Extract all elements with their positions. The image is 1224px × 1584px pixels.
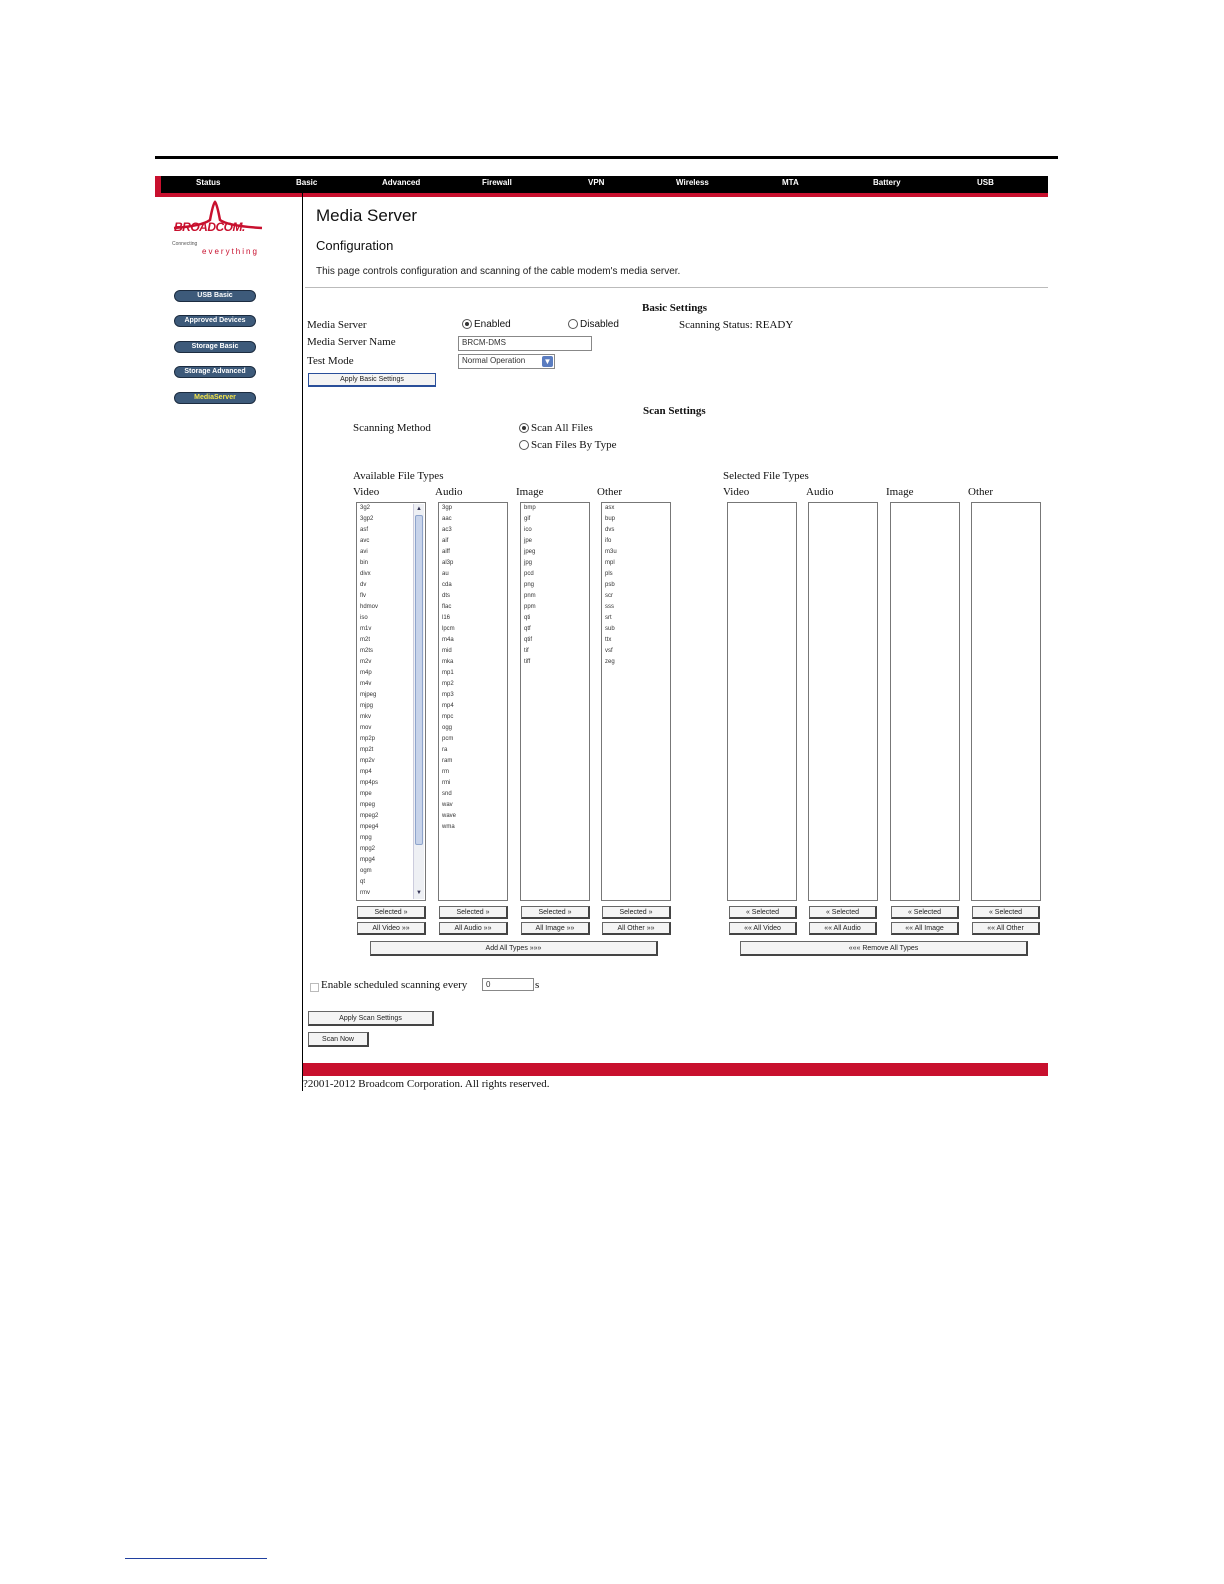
enabled-label: Enabled [474,319,511,330]
schedule-checkbox[interactable] [310,983,319,992]
image-items [521,503,589,668]
available-image-list[interactable] [520,502,590,901]
list-item[interactable]: iso [360,615,368,621]
list-item[interactable]: mjpg [360,703,374,709]
remove-all-image-button[interactable]: «« All Image [891,922,959,935]
basic-settings-heading: Basic Settings [642,302,708,314]
list-item[interactable]: mpc [442,714,454,720]
list-item[interactable]: 3gp2 [360,516,374,522]
add-all-types-button[interactable]: Add All Types »»» [370,941,658,956]
nav-firewall[interactable]: Firewall [482,178,512,187]
list-item[interactable]: png [524,582,535,588]
add-all-audio-button[interactable]: All Audio »» [439,922,508,935]
add-selected-video-button[interactable]: Selected » [357,906,426,919]
list-item[interactable]: ra [442,747,448,753]
nav-vpn[interactable]: VPN [588,178,605,187]
sel-video-label: Video [723,486,750,498]
list-item[interactable]: mpeg4 [360,824,379,830]
sidebar-item-approved-devices[interactable]: Approved Devices [174,315,256,327]
scanning-method-label: Scanning Method [353,422,431,434]
list-item[interactable]: mp2t [360,747,374,753]
disabled-option[interactable] [568,319,619,330]
scanning-status: Scanning Status: READY [679,319,794,331]
list-item[interactable]: srt [605,615,612,621]
list-item[interactable]: ogg [442,725,453,731]
list-item[interactable]: mid [442,648,452,654]
list-item[interactable]: wma [442,824,455,830]
nav-usb[interactable]: USB [977,178,994,187]
nav-advanced[interactable]: Advanced [382,178,421,187]
page-title: Media Server [316,206,418,225]
scan-by-type-radio[interactable] [519,440,529,450]
audio-items [439,503,507,833]
list-item[interactable]: mpeg2 [360,813,379,819]
scan-all-option[interactable] [519,422,593,434]
list-item[interactable]: mpl [605,560,615,566]
list-item[interactable]: m2t [360,637,371,643]
list-item[interactable]: ogm [360,868,372,874]
avail-audio-label: Audio [435,486,463,498]
disabled-label: Disabled [580,319,619,330]
list-item[interactable]: pcm [442,736,454,742]
add-all-image-button[interactable]: All Image »» [521,922,590,935]
nav-mta[interactable]: MTA [782,178,799,187]
scan-by-type-option[interactable] [519,439,617,451]
list-item[interactable]: mp3 [442,692,454,698]
list-item[interactable]: m4v [360,681,372,687]
selected-types-heading: Selected File Types [723,470,809,482]
list-item[interactable]: 3g2 [360,505,371,511]
list-item[interactable]: mp2p [360,736,376,742]
list-item[interactable]: mka [442,659,454,665]
sel-image-label: Image [886,486,914,498]
list-item[interactable]: bmp [524,505,536,511]
scan-all-radio[interactable] [519,423,529,433]
list-item[interactable]: ram [442,758,453,764]
media-server-label: Media Server [307,319,367,331]
list-item[interactable]: mp2 [442,681,454,687]
list-item[interactable]: mpg [360,835,372,841]
apply-basic-button[interactable]: Apply Basic Settings [308,373,436,387]
list-item[interactable]: jpeg [524,549,536,555]
list-item[interactable]: 3gp [442,505,453,511]
schedule-unit: s [535,979,540,991]
scan-by-type-label: Scan Files By Type [531,439,617,451]
available-video-list[interactable] [356,502,426,901]
avail-other-label: Other [597,486,623,498]
footer-bar [303,1063,1048,1076]
list-item[interactable]: au [442,571,449,577]
list-item[interactable]: mp2v [360,758,375,764]
list-item[interactable]: flac [442,604,452,610]
list-item[interactable]: bup [605,516,616,522]
remove-all-video-button[interactable]: «« All Video [729,922,797,935]
remove-selected-other-button[interactable]: « Selected [972,906,1040,919]
list-item[interactable]: ifo [605,538,612,544]
header-divider [305,287,1048,288]
selected-video-list[interactable] [727,502,797,901]
scan-now-button[interactable]: Scan Now [308,1032,369,1047]
list-item[interactable]: tif [524,648,529,654]
selected-image-list[interactable] [890,502,960,901]
nav-status[interactable]: Status [196,178,221,187]
list-item[interactable]: pnm [524,593,536,599]
list-item[interactable]: pcd [524,571,534,577]
list-item[interactable]: mp4ps [360,780,379,786]
nav-battery[interactable]: Battery [873,178,901,187]
other-items [602,503,670,668]
list-item[interactable]: mp1 [442,670,454,676]
list-item[interactable]: ttx [605,637,612,643]
list-item[interactable]: bin [360,560,369,566]
list-item[interactable]: jpg [524,560,533,566]
add-all-video-button[interactable]: All Video »» [357,922,426,935]
list-item[interactable]: mjpeg [360,692,377,698]
list-item[interactable]: rmv [360,890,370,896]
add-selected-audio-button[interactable]: Selected » [439,906,508,919]
list-item[interactable]: aiff [442,549,450,555]
apply-scan-button[interactable]: Apply Scan Settings [308,1011,434,1026]
video-scroll-thumb[interactable] [415,515,423,845]
list-item[interactable]: psb [605,582,615,588]
list-item[interactable]: mp4 [442,703,454,709]
list-item[interactable]: dts [442,593,451,599]
broadcom-logo [172,200,267,262]
list-item[interactable]: wav [442,802,453,808]
sidebar-item-storage-basic[interactable]: Storage Basic [174,341,256,353]
list-item[interactable]: mpg4 [360,857,376,863]
enabled-radio[interactable] [462,319,472,329]
scan-all-label: Scan All Files [531,422,593,434]
schedule-checkbox-wrap[interactable] [310,979,319,997]
sidebar-item-usb-basic[interactable]: USB Basic [174,290,256,302]
list-item[interactable]: qti [524,615,531,621]
list-item[interactable]: flv [360,593,366,599]
add-selected-other-button[interactable]: Selected » [602,906,671,919]
selected-other-list[interactable] [971,502,1041,901]
list-item[interactable]: qt [360,879,366,885]
list-item[interactable]: vsf [605,648,613,654]
schedule-interval-input[interactable]: 0 [482,978,534,991]
list-item[interactable]: mkv [360,714,371,720]
add-all-other-button[interactable]: All Other »» [602,922,671,935]
list-item[interactable]: mov [360,725,372,731]
remove-selected-video-button[interactable]: « Selected [729,906,797,919]
avail-image-label: Image [516,486,544,498]
list-item[interactable]: cda [442,582,452,588]
scroll-up-icon[interactable]: ▲ [416,506,422,512]
list-item[interactable]: sub [605,626,615,632]
nav-accent [155,176,161,193]
list-item[interactable]: gif [524,516,531,522]
list-item[interactable]: m3u [605,549,617,555]
remove-all-audio-button[interactable]: «« All Audio [809,922,877,935]
logo-tagline-small: Connecting [172,241,198,247]
sidebar-item-storage-advanced[interactable]: Storage Advanced [174,366,256,378]
list-item[interactable]: divx [360,571,371,577]
scan-settings-heading: Scan Settings [643,405,706,417]
list-item[interactable]: lpcm [442,626,455,632]
list-item[interactable]: m2ts [360,648,374,654]
list-item[interactable]: wave [442,813,457,819]
list-item[interactable]: zeg [605,659,615,665]
remove-selected-image-button[interactable]: « Selected [891,906,959,919]
scroll-down-icon[interactable]: ▼ [416,890,422,896]
avail-video-label: Video [353,486,380,498]
list-item[interactable]: pls [605,571,613,577]
list-item[interactable]: jpe [524,538,533,544]
list-item[interactable]: mpeg [360,802,376,808]
enabled-option[interactable] [462,319,511,330]
list-item[interactable]: avc [360,538,370,544]
list-item[interactable]: aac [442,516,452,522]
list-item[interactable]: rm [442,769,449,775]
list-item[interactable]: snd [442,791,452,797]
list-item[interactable]: m4a [442,637,454,643]
server-name-label: Media Server Name [307,336,396,348]
list-item[interactable]: hdmov [360,604,379,610]
list-item[interactable]: asf [360,527,369,533]
copyright: ?2001-2012 Broadcom Corporation. All rights reserved. [303,1078,550,1090]
bottom-rule [125,1558,267,1559]
top-nav [155,176,1048,197]
list-item[interactable]: al3p [442,560,454,566]
sidebar-item-mediaserver[interactable]: MediaServer [174,392,256,404]
sel-audio-label: Audio [806,486,834,498]
list-item[interactable]: avi [360,549,368,555]
list-item[interactable]: ico [524,527,532,533]
selected-audio-list[interactable] [808,502,878,901]
page-description: This page controls configuration and scanning of the cable modem's media server. [316,266,681,277]
add-selected-image-button[interactable]: Selected » [521,906,590,919]
list-item[interactable]: asx [605,505,615,511]
schedule-label: Enable scheduled scanning every [321,979,468,991]
list-item[interactable]: dvs [605,527,615,533]
remove-all-other-button[interactable]: «« All Other [972,922,1040,935]
disabled-radio[interactable] [568,319,578,329]
test-mode-label: Test Mode [307,355,354,367]
list-item[interactable]: aif [442,538,449,544]
list-item[interactable]: mpg2 [360,846,376,852]
list-item[interactable]: qtif [524,637,533,643]
list-item[interactable]: mp4 [360,769,372,775]
sel-other-label: Other [968,486,994,498]
available-audio-list[interactable] [438,502,508,901]
test-mode-value: Normal Operation [462,356,526,365]
remove-selected-audio-button[interactable]: « Selected [809,906,877,919]
chevron-down-icon[interactable]: ▼ [543,357,552,366]
available-other-list[interactable] [601,502,671,901]
list-item[interactable]: ac3 [442,527,452,533]
list-item[interactable]: ppm [524,604,536,610]
page-subtitle: Configuration [316,238,394,253]
logo-brand: BROADCOM. [174,220,245,234]
remove-all-types-button[interactable]: ««« Remove All Types [740,941,1028,956]
list-item[interactable]: m2v [360,659,372,665]
list-item[interactable]: dv [360,582,367,588]
nav-basic[interactable]: Basic [296,178,318,187]
list-item[interactable]: l16 [442,615,451,621]
server-name-input[interactable]: BRCM-DMS [458,336,592,351]
list-item[interactable]: scr [605,593,613,599]
list-item[interactable]: rmi [442,780,451,786]
list-item[interactable]: sss [605,604,614,610]
list-item[interactable]: qtf [524,626,531,632]
list-item[interactable]: mpe [360,791,372,797]
top-rule [155,156,1058,159]
logo-tagline: everything [202,247,259,256]
list-item[interactable]: m1v [360,626,372,632]
content-divider [302,193,303,1091]
list-item[interactable]: tiff [524,659,531,665]
test-mode-select[interactable] [458,354,555,369]
nav-wireless[interactable]: Wireless [676,178,709,187]
available-types-heading: Available File Types [353,470,444,482]
list-item[interactable]: m4p [360,670,372,676]
